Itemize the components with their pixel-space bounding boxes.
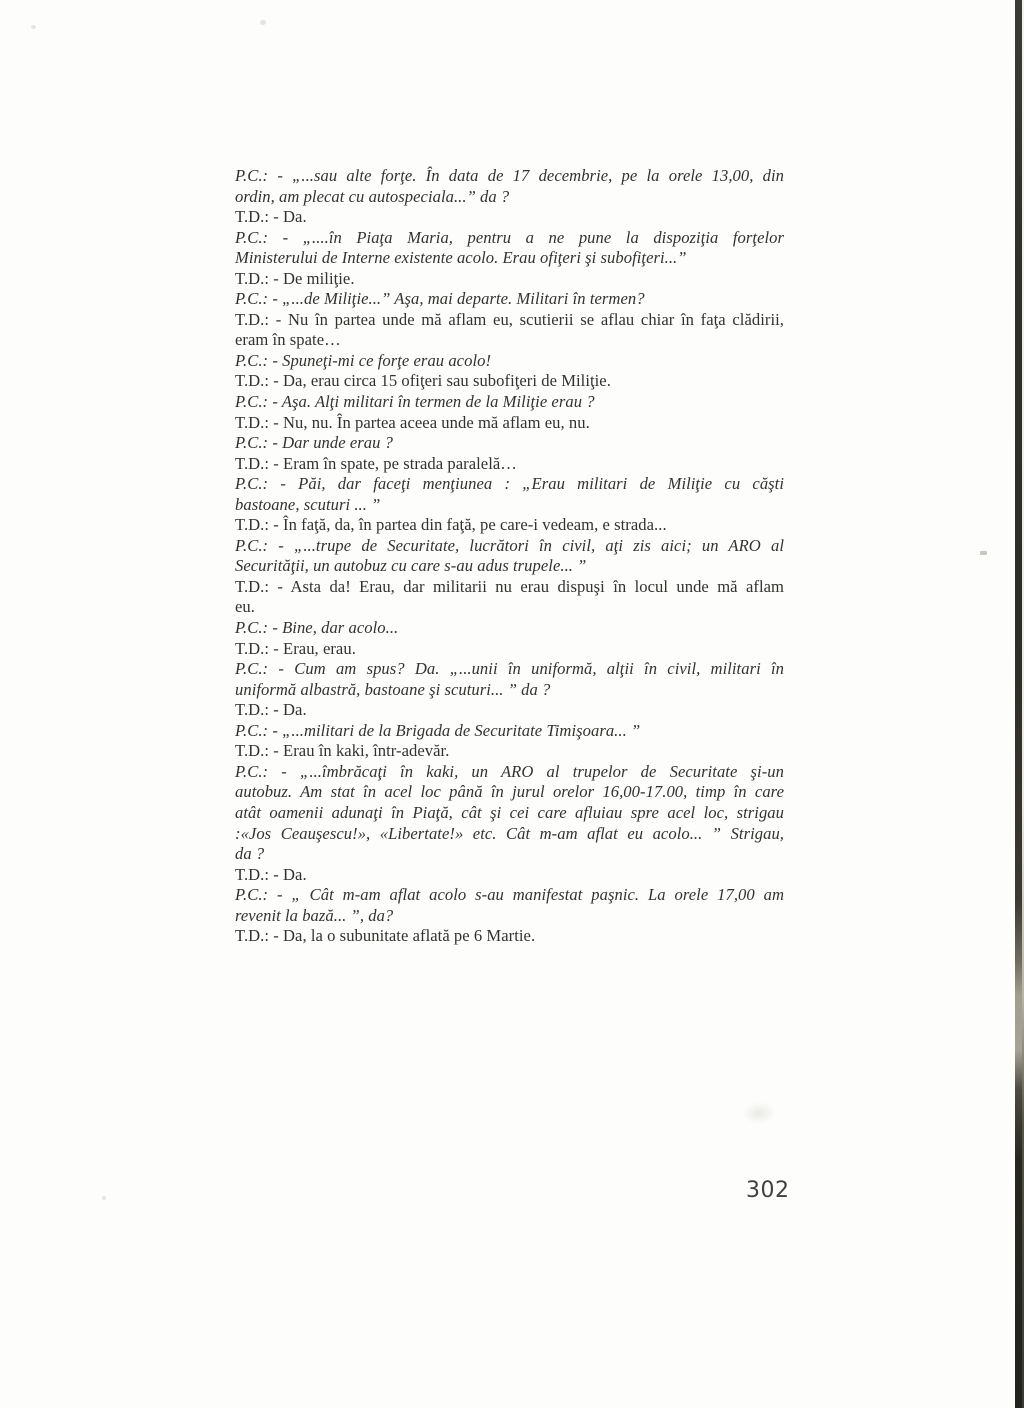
dialogue-line: Securităţii, un autobuz cu care s-au adus trupele... ” bbox=[235, 556, 587, 576]
dialogue-line: T.D.: - În faţă, da, în partea din faţă, pe care-i vedeam, e strada... bbox=[235, 515, 667, 535]
dialogue-line: :«Jos Ceauşescu!», «Libertate!» etc. Cât m-am aflat eu acolo... ” Strigau, bbox=[235, 823, 784, 843]
dialogue-line: da ? bbox=[235, 844, 265, 864]
dialogue-line: T.D.: - Nu, nu. În partea aceea unde mă aflam eu, nu. bbox=[235, 412, 590, 432]
dialogue-line: P.C.: - Cum am spus? Da. „...unii în uniformă, alţii în civil, militari în bbox=[235, 659, 784, 679]
dialogue-line: P.C.: - „...îmbrăcaţi în kaki, un ARO al trupelor de Securitate şi-un bbox=[235, 761, 784, 781]
dialogue-line: uniformă albastră, bastoane şi scuturi... ” da ? bbox=[235, 679, 551, 699]
scan-speck bbox=[980, 551, 987, 555]
dialogue-line: T.D.: - Asta da! Erau, dar militarii nu erau dispuşi în locul unde mă aflam bbox=[235, 576, 784, 596]
scanner-edge-shadow bbox=[1015, 0, 1022, 1408]
page-number: 302 bbox=[746, 1178, 790, 1203]
dialogue-line: P.C.: - „...trupe de Securitate, lucrători în civil, aţi zis aici; un ARO al bbox=[235, 535, 784, 555]
dialogue-line: T.D.: - Da. bbox=[235, 207, 307, 227]
dialogue-line: P.C.: - „...sau alte forţe. În data de 17 decembrie, pe la orele 13,00, din bbox=[235, 166, 784, 185]
dialogue-line: P.C.: - „...de Miliţie...” Aşa, mai departe. Militari în termen? bbox=[235, 289, 645, 309]
dialogue-line: T.D.: - Da, la o subunitate aflată pe 6 Martie. bbox=[235, 926, 536, 946]
dialogue-line: P.C.: - „ Cât m-am aflat acolo s-au manifestat paşnic. La orele 17,00 am bbox=[235, 885, 784, 905]
dialogue-line: P.C.: - Bine, dar acolo... bbox=[235, 618, 399, 638]
dialogue-line: T.D.: - De miliţie. bbox=[235, 268, 355, 288]
dialogue-line: T.D.: - Erau, erau. bbox=[235, 638, 356, 658]
dialogue-line: P.C.: - „...militari de la Brigada de Securitate Timişoara... ” bbox=[235, 720, 641, 740]
dialogue-line: P.C.: - Aşa. Alţi militari în termen de la Miliţie erau ? bbox=[235, 392, 595, 412]
dialogue-line: T.D.: - Da. bbox=[235, 700, 307, 720]
dialogue-line: T.D.: - Da, erau circa 15 ofiţeri sau subofiţeri de Miliţie. bbox=[235, 371, 611, 391]
dialogue-line: ordin, am plecat cu autospeciala...” da ? bbox=[235, 186, 510, 206]
dialogue-line: autobuz. Am stat în acel loc până în jurul orelor 16,00-17.00, timp în care bbox=[235, 782, 784, 802]
scan-speck bbox=[31, 25, 36, 29]
dialogue-line: bastoane, scuturi ... ” bbox=[235, 494, 381, 514]
dialogue-line: atât oamenii adunaţi în Piaţă, cât şi cei care afluiau spre acel loc, strigau bbox=[235, 802, 784, 822]
dialogue-line: P.C.: - Spuneţi-mi ce forţe erau acolo! bbox=[235, 350, 492, 370]
scan-speck bbox=[260, 20, 266, 25]
dialogue-line: revenit la bază... ”, da? bbox=[235, 905, 394, 925]
dialogue-line: T.D.: - Erau în kaki, într-adevăr. bbox=[235, 741, 450, 761]
dialogue-line: Ministerului de Interne existente acolo. Erau ofiţeri şi subofiţeri...” bbox=[235, 248, 687, 268]
dialogue-line: P.C.: - Dar unde erau ? bbox=[235, 433, 394, 453]
dialogue-line: T.D.: - Da. bbox=[235, 864, 307, 884]
dialogue-line: T.D.: - Nu în partea unde mă aflam eu, scutierii se aflau chiar în faţa clădirii, bbox=[235, 309, 784, 329]
scan-smudge bbox=[742, 1102, 776, 1124]
dialogue-text-block bbox=[235, 166, 784, 947]
dialogue-line: P.C.: - Păi, dar faceţi menţiunea : „Erau militari de Miliţie cu căşti bbox=[235, 474, 784, 494]
dialogue-line: T.D.: - Eram în spate, pe strada paralelă… bbox=[235, 453, 517, 473]
scan-speck bbox=[102, 1196, 106, 1200]
dialogue-line: eram în spate… bbox=[235, 330, 341, 350]
dialogue-line: eu. bbox=[235, 597, 255, 617]
dialogue-line: P.C.: - „....în Piaţa Maria, pentru a ne pune la dispoziţia forţelor bbox=[235, 227, 784, 247]
